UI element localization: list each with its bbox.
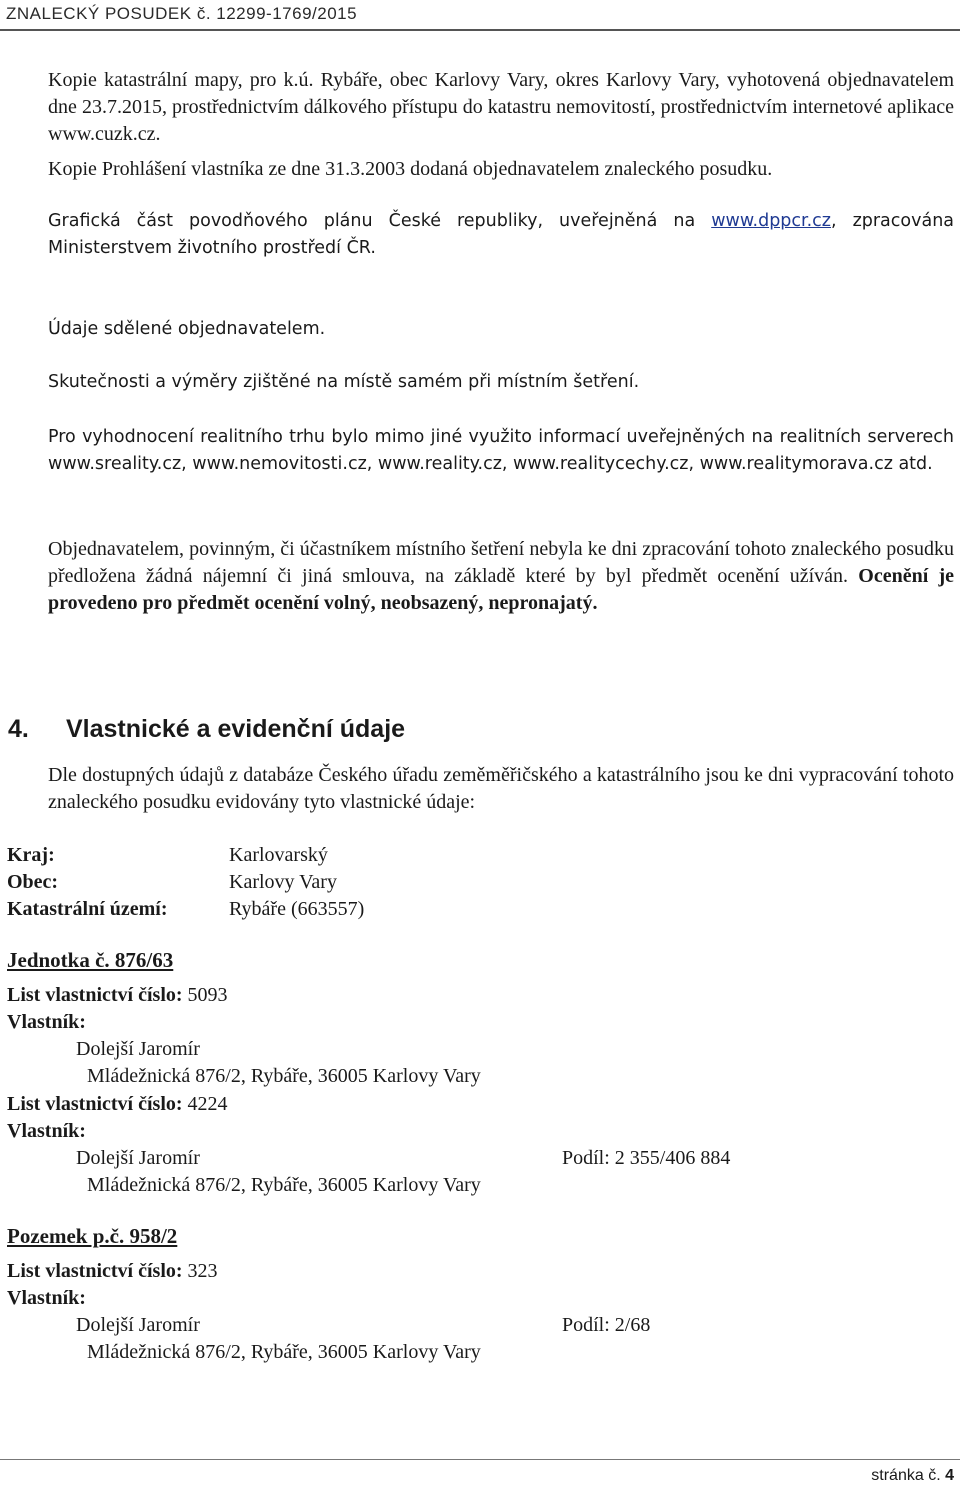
source-owner-declaration: Kopie Prohlášení vlastníka ze dne 31.3.2003 dodaná objednavatelem znaleckého posudku. — [48, 158, 773, 180]
footer-divider — [0, 1459, 960, 1460]
section-title: Vlastnické a evidenční údaje — [66, 715, 406, 743]
lv-number: 4224 — [187, 1093, 228, 1115]
owner-share: Podíl: 2/68 — [562, 1314, 651, 1336]
lv-label: List vlastnictví číslo: — [7, 1093, 183, 1115]
page-number: 4 — [945, 1467, 954, 1484]
lv-label: List vlastnictví číslo: — [7, 1260, 183, 1282]
section-intro: Dle dostupných údajů z databáze Českého úřadu zeměměřičského a katastrálního jsou ke dni vypracování tohoto znaleckého posudku evidovány tyto vlastnické údaje: — [48, 764, 954, 813]
cadastral-area-label: Katastrální území: — [7, 898, 168, 920]
municipality-label: Obec: — [7, 871, 59, 893]
owner-label: Vlastník: — [7, 1287, 86, 1309]
region-label: Kraj: — [7, 844, 55, 866]
owner-name: Dolejší Jaromír — [76, 1314, 200, 1336]
section-number: 4. — [8, 715, 29, 743]
municipality-value: Karlovy Vary — [229, 871, 337, 893]
section-heading — [8, 715, 405, 744]
source-real-estate-servers: Pro vyhodnocení realitního trhu bylo mimo jiné využito informací uveřejněných na realitních serverech www.sreality.cz, www.nemovitosti.cz, www.reality.cz, www.realitycechy.cz, www.realitymorava.cz atd. — [48, 427, 954, 474]
lv-number: 5093 — [187, 984, 228, 1006]
source-flood-plan — [48, 208, 954, 262]
region-value: Karlovarský — [229, 844, 328, 866]
lv-label: List vlastnictví číslo: — [7, 984, 183, 1006]
cadastral-area-value: Rybáře (663557) — [229, 898, 365, 920]
lv-number: 323 — [187, 1260, 218, 1282]
owner-label: Vlastník: — [7, 1120, 86, 1142]
contract-statement — [48, 536, 954, 617]
owner-address: Mládežnická 876/2, Rybáře, 36005 Karlovy Vary — [87, 1341, 481, 1363]
owner-name: Dolejší Jaromír — [76, 1038, 200, 1060]
owner-share: Podíl: 2 355/406 884 — [562, 1147, 731, 1169]
unit-title: Jednotka č. 876/63 — [7, 948, 174, 972]
parcel-lv-row — [7, 1260, 218, 1283]
unit-lv2-row — [7, 1093, 228, 1116]
dppcr-link[interactable]: www.dppcr.cz — [711, 211, 831, 231]
valuation-condition: Ocenění je provedeno pro předmět ocenění volný, neobsazený, nepronajatý. — [48, 565, 954, 614]
owner-address: Mládežnická 876/2, Rybáře, 36005 Karlovy Vary — [87, 1174, 481, 1196]
unit-lv1-row — [7, 984, 228, 1007]
page-footer — [871, 1467, 954, 1485]
contract-statement-text: Objednavatelem, povinným, či účastníkem místního šetření nebyla ke dni zpracování tohoto znaleckého posudku předložena žádná nájemní či jiná smlouva, na základě které by byl předmět ocenění užíván. — [48, 538, 954, 587]
flood-plan-text-before: Grafická část povodňového plánu České republiky, uveřejněná na — [48, 211, 712, 231]
owner-name: Dolejší Jaromír — [76, 1147, 200, 1169]
page-header-title: ZNALECKÝ POSUDEK č. 12299-1769/2015 — [6, 4, 358, 23]
flood-plan-text-after: , zpracována Ministerstvem životního prostředí ČR. — [48, 211, 955, 258]
header-divider — [0, 29, 960, 31]
owner-label: Vlastník: — [7, 1011, 86, 1033]
source-site-inspection: Skutečnosti a výměry zjištěné na místě samém při místním šetření. — [48, 372, 640, 392]
source-client-data: Údaje sdělené objednavatelem. — [48, 319, 326, 339]
owner-address: Mládežnická 876/2, Rybáře, 36005 Karlovy Vary — [87, 1065, 481, 1087]
source-cadastral-map: Kopie katastrální mapy, pro k.ú. Rybáře, obec Karlovy Vary, okres Karlovy Vary, vyhotovená objednavatelem dne 23.7.2015, prostřednictvím dálkového přístupu do katastru nemovitostí, prostřednictvím internetové aplikace www.cuzk.cz. — [48, 69, 954, 145]
parcel-title: Pozemek p.č. 958/2 — [7, 1224, 178, 1248]
page-label: stránka č. — [871, 1467, 941, 1484]
